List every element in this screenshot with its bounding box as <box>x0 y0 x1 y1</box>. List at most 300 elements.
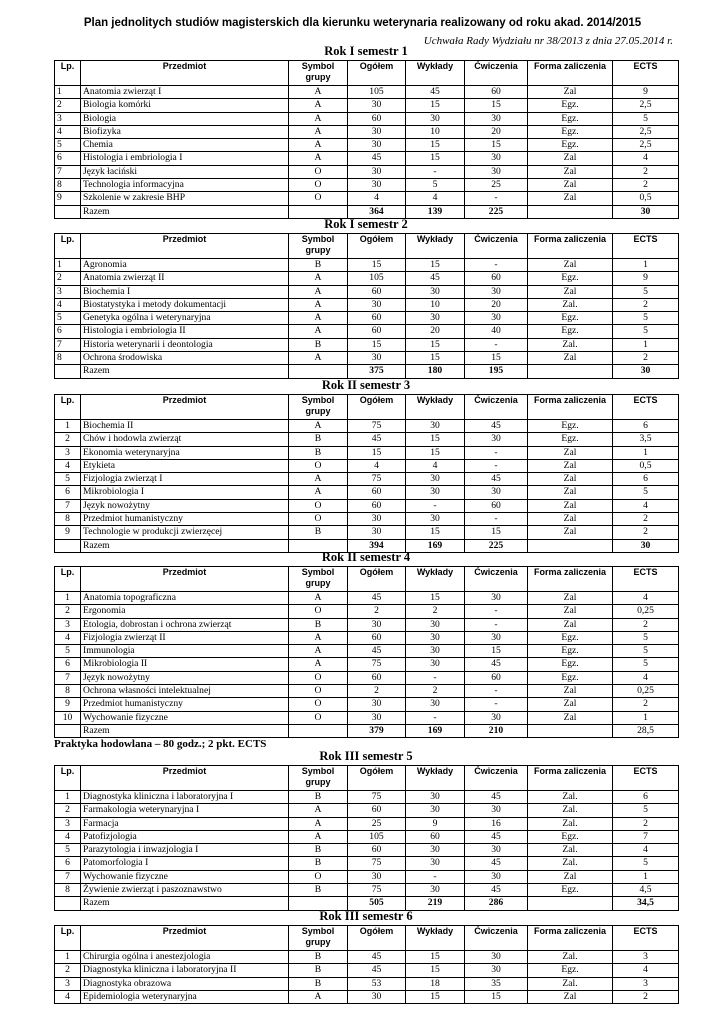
table-cell: 15 <box>406 139 465 152</box>
table-cell: Immunologia <box>81 645 289 658</box>
column-header: Symbol grupy <box>289 766 348 791</box>
table-cell: 5 <box>613 645 679 658</box>
table-row <box>55 139 679 152</box>
column-header: ECTS <box>613 61 679 86</box>
table-cell: Biochemia I <box>81 285 289 298</box>
table-cell: 4 <box>55 990 81 1003</box>
table-cell: 1 <box>613 446 679 459</box>
empty-cell <box>528 724 613 737</box>
table-header-row <box>55 395 679 420</box>
table-cell: 30 <box>348 298 406 311</box>
table-header-row <box>55 234 679 259</box>
table-cell: Zal <box>528 499 613 512</box>
table-cell: 6 <box>55 325 81 338</box>
table-cell: O <box>289 870 348 883</box>
table-cell: Agronomia <box>81 259 289 272</box>
table-cell: 5 <box>613 658 679 671</box>
table-cell: Zal <box>528 352 613 365</box>
column-header: Wykłady <box>406 395 465 420</box>
table-cell: 4 <box>613 152 679 165</box>
table-cell: Zal. <box>528 338 613 351</box>
table-cell: Egz. <box>528 272 613 285</box>
table-cell: 5 <box>55 312 81 325</box>
table-cell: 30 <box>406 473 465 486</box>
table-header-row <box>55 61 679 86</box>
table-cell: Egz. <box>528 884 613 897</box>
table-cell: 9 <box>406 817 465 830</box>
total-ects: 30 <box>613 205 679 218</box>
table-row <box>55 817 679 830</box>
table-cell: Diagnostyka obrazowa <box>81 977 289 990</box>
table-cell: 4 <box>348 459 406 472</box>
table-row <box>55 990 679 1003</box>
table-cell: 30 <box>348 125 406 138</box>
table-cell: 2 <box>406 605 465 618</box>
table-cell: 15 <box>406 446 465 459</box>
table-cell: 2 <box>55 99 81 112</box>
column-header: Lp. <box>55 567 81 592</box>
table-cell: 15 <box>406 526 465 539</box>
table-cell: - <box>465 605 528 618</box>
table-cell: 9 <box>55 192 81 205</box>
table-cell: 8 <box>55 513 81 526</box>
table-cell: 30 <box>406 112 465 125</box>
table-cell: 2 <box>613 618 679 631</box>
table-cell: 30 <box>406 844 465 857</box>
table-cell: B <box>289 844 348 857</box>
table-row <box>55 338 679 351</box>
table-cell: A <box>289 125 348 138</box>
column-header: Ćwiczenia <box>465 234 528 259</box>
table-cell: 5 <box>613 631 679 644</box>
table-cell: 105 <box>348 830 406 843</box>
table-cell: 25 <box>348 817 406 830</box>
table-cell: 60 <box>348 112 406 125</box>
table-cell: 5 <box>55 844 81 857</box>
table-cell: 45 <box>465 884 528 897</box>
table-cell: 30 <box>465 951 528 964</box>
column-header: Forma zaliczenia <box>528 234 613 259</box>
table-cell: B <box>289 526 348 539</box>
table-row <box>55 526 679 539</box>
column-header: Forma zaliczenia <box>528 766 613 791</box>
table-cell: Wychowanie fizyczne <box>81 711 289 724</box>
table-cell: 9 <box>55 526 81 539</box>
table-cell: 1 <box>55 86 81 99</box>
table-header-row <box>55 567 679 592</box>
table-cell: 30 <box>406 804 465 817</box>
table-cell: Zal. <box>528 804 613 817</box>
table-cell: 30 <box>348 179 406 192</box>
table-cell: A <box>289 592 348 605</box>
table-cell: Egz. <box>528 964 613 977</box>
table-cell: 30 <box>348 618 406 631</box>
table-cell: 6 <box>613 473 679 486</box>
table-cell: Mikrobiologia II <box>81 658 289 671</box>
table-cell: Egz. <box>528 420 613 433</box>
total-value: 169 <box>406 539 465 552</box>
table-cell: A <box>289 658 348 671</box>
table-row <box>55 446 679 459</box>
table-cell: - <box>465 618 528 631</box>
table-cell: 2,5 <box>613 125 679 138</box>
table-cell: Egz. <box>528 112 613 125</box>
table-cell: 0,5 <box>613 459 679 472</box>
table-row <box>55 844 679 857</box>
table-cell: 60 <box>348 312 406 325</box>
total-row <box>55 365 679 378</box>
table-cell: 20 <box>406 325 465 338</box>
table-cell: 30 <box>348 352 406 365</box>
table-cell: 2 <box>613 990 679 1003</box>
column-header: Ćwiczenia <box>465 926 528 951</box>
table-cell: 30 <box>348 513 406 526</box>
table-cell: O <box>289 192 348 205</box>
table-cell: O <box>289 179 348 192</box>
column-header: Ogółem <box>348 926 406 951</box>
table-cell: 3,5 <box>613 433 679 446</box>
table-cell: B <box>289 791 348 804</box>
total-value: 375 <box>348 365 406 378</box>
table-cell: 30 <box>406 513 465 526</box>
table-cell: 7 <box>55 338 81 351</box>
table-cell: 60 <box>406 830 465 843</box>
table-cell: Egz. <box>528 312 613 325</box>
table-cell: Patofizjologia <box>81 830 289 843</box>
table-cell: 10 <box>55 711 81 724</box>
table-cell: A <box>289 298 348 311</box>
table-cell: 40 <box>465 325 528 338</box>
table-cell: Technologia informacyjna <box>81 179 289 192</box>
table-cell: 60 <box>465 499 528 512</box>
table-cell: - <box>406 165 465 178</box>
table-row <box>55 459 679 472</box>
table-cell: 5 <box>406 179 465 192</box>
total-value: 195 <box>465 365 528 378</box>
table-row <box>55 631 679 644</box>
table-cell: 75 <box>348 658 406 671</box>
column-header: Symbol grupy <box>289 395 348 420</box>
table-cell: 45 <box>465 473 528 486</box>
table-cell: 9 <box>613 272 679 285</box>
column-header: ECTS <box>613 766 679 791</box>
table-cell: Biochemia II <box>81 420 289 433</box>
table-cell: 30 <box>406 285 465 298</box>
table-cell: Zal <box>528 605 613 618</box>
table-cell: B <box>289 951 348 964</box>
table-row <box>55 473 679 486</box>
table-cell: 15 <box>465 526 528 539</box>
table-cell: 0,25 <box>613 605 679 618</box>
table-cell: B <box>289 338 348 351</box>
table-cell: 1 <box>613 711 679 724</box>
column-header: Symbol grupy <box>289 926 348 951</box>
table-cell: A <box>289 86 348 99</box>
table-cell: 15 <box>406 951 465 964</box>
column-header: Przedmiot <box>81 61 289 86</box>
table-cell: 15 <box>348 259 406 272</box>
table-cell: Zal <box>528 711 613 724</box>
empty-cell <box>528 365 613 378</box>
table-cell: 2,5 <box>613 99 679 112</box>
table-cell: Farmakologia weterynaryjna I <box>81 804 289 817</box>
table-cell: 15 <box>406 964 465 977</box>
table-cell: 75 <box>348 420 406 433</box>
table-cell: 8 <box>55 685 81 698</box>
table-cell: 45 <box>465 791 528 804</box>
table-cell: 7 <box>55 499 81 512</box>
table-cell: 4 <box>55 459 81 472</box>
table-cell: - <box>465 459 528 472</box>
table-cell: 75 <box>348 857 406 870</box>
table-cell: 1 <box>613 259 679 272</box>
table-cell: A <box>289 139 348 152</box>
table-row <box>55 179 679 192</box>
column-header: Ogółem <box>348 234 406 259</box>
table-cell: 5 <box>613 486 679 499</box>
column-header: Symbol grupy <box>289 567 348 592</box>
table-cell: 15 <box>406 99 465 112</box>
table-cell: 30 <box>465 152 528 165</box>
table-cell: Zal <box>528 526 613 539</box>
table-row <box>55 711 679 724</box>
table-cell: 2 <box>613 165 679 178</box>
table-row <box>55 951 679 964</box>
table-cell: 105 <box>348 272 406 285</box>
table-cell: 4,5 <box>613 884 679 897</box>
table-cell: 2 <box>55 272 81 285</box>
table-cell: 30 <box>465 285 528 298</box>
table-cell: O <box>289 711 348 724</box>
table-cell: 30 <box>406 791 465 804</box>
table-cell: O <box>289 165 348 178</box>
table-cell: 15 <box>406 152 465 165</box>
table-cell: 2 <box>613 817 679 830</box>
table-cell: 2 <box>613 179 679 192</box>
table-cell: 3 <box>55 446 81 459</box>
column-header: ECTS <box>613 567 679 592</box>
table-cell: 30 <box>465 433 528 446</box>
table-cell: 7 <box>55 671 81 684</box>
table-cell: Język nowożytny <box>81 499 289 512</box>
table-row <box>55 499 679 512</box>
total-label: Razem <box>81 365 289 378</box>
table-cell: B <box>289 884 348 897</box>
table-cell: O <box>289 698 348 711</box>
table-cell: Przedmiot humanistyczny <box>81 513 289 526</box>
table-cell: A <box>289 473 348 486</box>
table-row <box>55 645 679 658</box>
table-cell: 4 <box>613 844 679 857</box>
table-cell: 5 <box>613 112 679 125</box>
table-row <box>55 352 679 365</box>
table-cell: 8 <box>55 884 81 897</box>
document-title: Plan jednolitych studiów magisterskich dla kierunku weterynaria realizowany od roku akad. 2014/2015 <box>83 17 642 29</box>
table-cell: 1 <box>55 420 81 433</box>
table-cell: 2 <box>613 698 679 711</box>
practice-note: Praktyka hodowlana – 80 godz.; 2 pkt. ECTS <box>54 738 267 750</box>
table-row <box>55 685 679 698</box>
column-header: Forma zaliczenia <box>528 61 613 86</box>
semester-heading: Rok I semestr 1 <box>324 44 408 58</box>
table-cell: A <box>289 420 348 433</box>
table-cell: 5 <box>55 139 81 152</box>
table-cell: 5 <box>613 804 679 817</box>
column-header: Forma zaliczenia <box>528 567 613 592</box>
table-cell: 53 <box>348 977 406 990</box>
semester-table <box>54 566 679 738</box>
table-cell: Patomorfologia I <box>81 857 289 870</box>
table-cell: 2 <box>613 513 679 526</box>
table-cell: A <box>289 486 348 499</box>
table-cell: Zal <box>528 285 613 298</box>
table-cell: Egz. <box>528 631 613 644</box>
table-cell: Egz. <box>528 325 613 338</box>
semester-heading: Rok II semestr 3 <box>321 378 411 392</box>
table-cell: 3 <box>613 977 679 990</box>
table-cell: Etykieta <box>81 459 289 472</box>
table-cell: - <box>465 446 528 459</box>
empty-cell <box>55 205 81 218</box>
table-cell: 30 <box>406 884 465 897</box>
table-cell: A <box>289 152 348 165</box>
table-cell: A <box>289 631 348 644</box>
column-header: Ogółem <box>348 766 406 791</box>
column-header: Przedmiot <box>81 395 289 420</box>
table-cell: Zal <box>528 592 613 605</box>
table-cell: Chemia <box>81 139 289 152</box>
table-row <box>55 618 679 631</box>
table-cell: A <box>289 112 348 125</box>
table-cell: Histologia i embriologia II <box>81 325 289 338</box>
column-header: Forma zaliczenia <box>528 395 613 420</box>
table-cell: O <box>289 605 348 618</box>
column-header: Wykłady <box>406 766 465 791</box>
table-cell: Zal <box>528 165 613 178</box>
table-cell: 15 <box>465 990 528 1003</box>
table-cell: Język łaciński <box>81 165 289 178</box>
table-cell: 2 <box>613 298 679 311</box>
table-cell: 45 <box>406 86 465 99</box>
table-cell: 6 <box>55 152 81 165</box>
table-row <box>55 152 679 165</box>
table-cell: 1 <box>613 338 679 351</box>
table-cell: 4 <box>613 671 679 684</box>
table-cell: 3 <box>55 817 81 830</box>
table-cell: 30 <box>465 804 528 817</box>
resolution-subtitle: Uchwała Rady Wydziału nr 38/2013 z dnia 27.05.2014 r. <box>423 35 673 47</box>
total-value: 139 <box>406 205 465 218</box>
table-cell: 2 <box>55 433 81 446</box>
total-value: 169 <box>406 724 465 737</box>
table-cell: 4 <box>348 192 406 205</box>
table-cell: 30 <box>465 486 528 499</box>
table-cell: O <box>289 499 348 512</box>
table-cell: - <box>465 698 528 711</box>
table-cell: 30 <box>406 486 465 499</box>
table-cell: 5 <box>613 285 679 298</box>
table-cell: 5 <box>55 645 81 658</box>
table-cell: - <box>465 259 528 272</box>
total-value: 180 <box>406 365 465 378</box>
table-cell: 45 <box>348 592 406 605</box>
table-row <box>55 698 679 711</box>
table-cell: 15 <box>465 139 528 152</box>
column-header: Lp. <box>55 234 81 259</box>
table-cell: 3 <box>55 618 81 631</box>
table-row <box>55 86 679 99</box>
table-cell: Zal <box>528 870 613 883</box>
table-cell: Mikrobiologia I <box>81 486 289 499</box>
table-cell: Genetyka ogólna i weterynaryjna <box>81 312 289 325</box>
table-cell: 2 <box>55 964 81 977</box>
table-cell: 60 <box>348 285 406 298</box>
table-cell: 4 <box>55 125 81 138</box>
table-cell: 60 <box>465 671 528 684</box>
table-cell: B <box>289 977 348 990</box>
column-header: Ćwiczenia <box>465 766 528 791</box>
table-cell: - <box>406 499 465 512</box>
table-row <box>55 272 679 285</box>
table-cell: 15 <box>465 99 528 112</box>
total-value: 394 <box>348 539 406 552</box>
total-value: 225 <box>465 539 528 552</box>
table-cell: 7 <box>613 830 679 843</box>
table-cell: 7 <box>55 165 81 178</box>
table-row <box>55 420 679 433</box>
table-cell: 15 <box>406 352 465 365</box>
table-cell: Historia weterynarii i deontologia <box>81 338 289 351</box>
table-cell: 4 <box>55 298 81 311</box>
table-cell: Anatomia topograficzna <box>81 592 289 605</box>
table-cell: Fizjologia zwierząt I <box>81 473 289 486</box>
table-cell: 3 <box>55 285 81 298</box>
table-cell: Zal <box>528 192 613 205</box>
table-cell: 15 <box>406 592 465 605</box>
table-cell: 2 <box>348 685 406 698</box>
table-cell: 105 <box>348 86 406 99</box>
column-header: Ogółem <box>348 395 406 420</box>
table-cell: Farmacja <box>81 817 289 830</box>
table-cell: Zal <box>528 446 613 459</box>
table-cell: 2 <box>613 352 679 365</box>
table-cell: 30 <box>465 112 528 125</box>
table-cell: Ekonomia weterynaryjna <box>81 446 289 459</box>
table-cell: A <box>289 312 348 325</box>
table-cell: 9 <box>55 698 81 711</box>
total-value: 225 <box>465 205 528 218</box>
table-cell: 60 <box>348 844 406 857</box>
table-cell: 45 <box>465 658 528 671</box>
table-cell: B <box>289 433 348 446</box>
table-cell: Zal. <box>528 817 613 830</box>
empty-cell <box>55 724 81 737</box>
table-cell: 2 <box>348 605 406 618</box>
table-cell: Zal. <box>528 791 613 804</box>
table-cell: - <box>406 711 465 724</box>
total-ects: 34,5 <box>613 897 679 910</box>
table-cell: 60 <box>465 86 528 99</box>
total-value: 286 <box>465 897 528 910</box>
table-row <box>55 605 679 618</box>
table-cell: 30 <box>348 526 406 539</box>
table-cell: 2 <box>406 685 465 698</box>
table-cell: 15 <box>406 433 465 446</box>
semester-table <box>54 60 679 219</box>
semester-table <box>54 765 679 911</box>
table-cell: Biologia komórki <box>81 99 289 112</box>
table-cell: A <box>289 990 348 1003</box>
